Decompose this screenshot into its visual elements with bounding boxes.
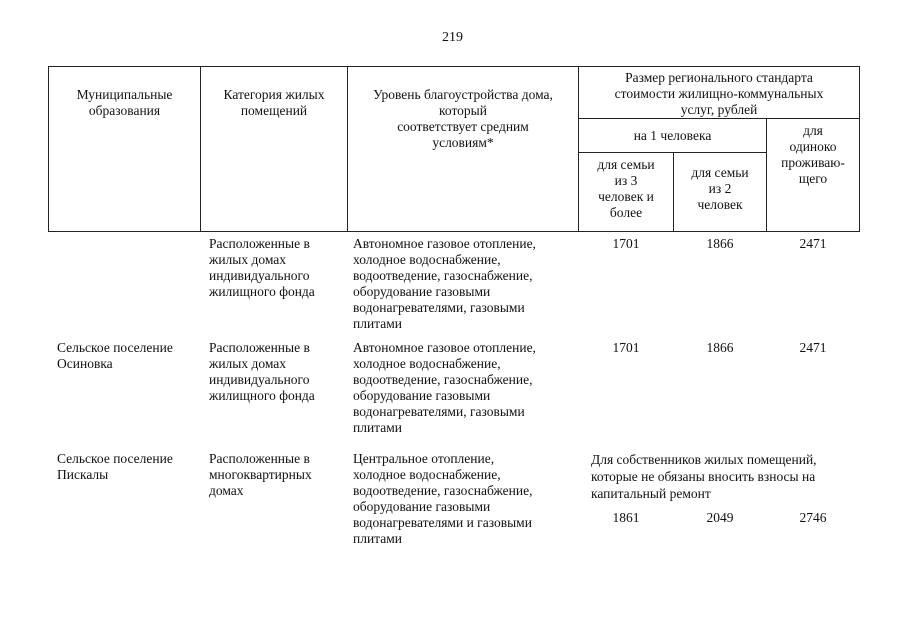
row-1-single-value: 2471	[799, 236, 827, 251]
header-per-person: на 1 человека	[578, 118, 767, 153]
row-1-category: Расположенные в жилых домах индивидуального жилищного фонда	[209, 236, 315, 299]
row-2-municipality: Сельское поселение Осиновка	[57, 340, 173, 371]
row-3-single-value: 2746	[799, 510, 827, 525]
row-2-category: Расположенные в жилых домах индивидуального жилищного фонда	[209, 340, 315, 403]
header-category: Категория жилых помещений	[200, 66, 348, 232]
row-2-amenities: Автономное газовое отопление, холодное водоснабжение, водоотведение, газоснабжение, оборудование газовыми водонагревателями, газовыми плитами	[353, 340, 536, 435]
header-standard-size: Размер регионального стандарта стоимости жилищно-коммунальных услуг, рублей	[578, 66, 860, 119]
page-number: 219	[442, 30, 463, 45]
row-3-note: Для собственников жилых помещений, которые не обязаны вносить взносы на капитальный ремонт	[591, 452, 817, 501]
row-2-family-2-value: 1866	[706, 340, 734, 355]
header-single: для одиноко проживаю- щего	[766, 118, 860, 232]
row-1-family-3-value: 1701	[612, 236, 640, 251]
row-3-family-3-value: 1861	[612, 510, 640, 525]
header-family-3: для семьи из 3 человек и более	[578, 152, 674, 232]
row-3-amenities: Центральное отопление, холодное водоснабжение, водоотведение, газоснабжение, оборудование газовыми водонагревателями и газовыми плитами	[353, 451, 533, 546]
header-amenities: Уровень благоустройства дома, который соответствует средним условиям*	[347, 66, 579, 232]
header-municipality: Муниципальные образования	[48, 66, 201, 232]
row-3-municipality: Сельское поселение Пискалы	[57, 451, 173, 482]
row-1-amenities: Автономное газовое отопление, холодное водоснабжение, водоотведение, газоснабжение, оборудование газовыми водонагревателями, газовыми плитами	[353, 236, 536, 331]
row-2-single-value: 2471	[799, 340, 827, 355]
row-3-family-2-value: 2049	[706, 510, 734, 525]
row-2-family-3-value: 1701	[612, 340, 640, 355]
row-1-family-2-value: 1866	[706, 236, 734, 251]
row-3-category: Расположенные в многоквартирных домах	[209, 451, 312, 498]
header-family-2: для семьи из 2 человек	[673, 152, 767, 232]
